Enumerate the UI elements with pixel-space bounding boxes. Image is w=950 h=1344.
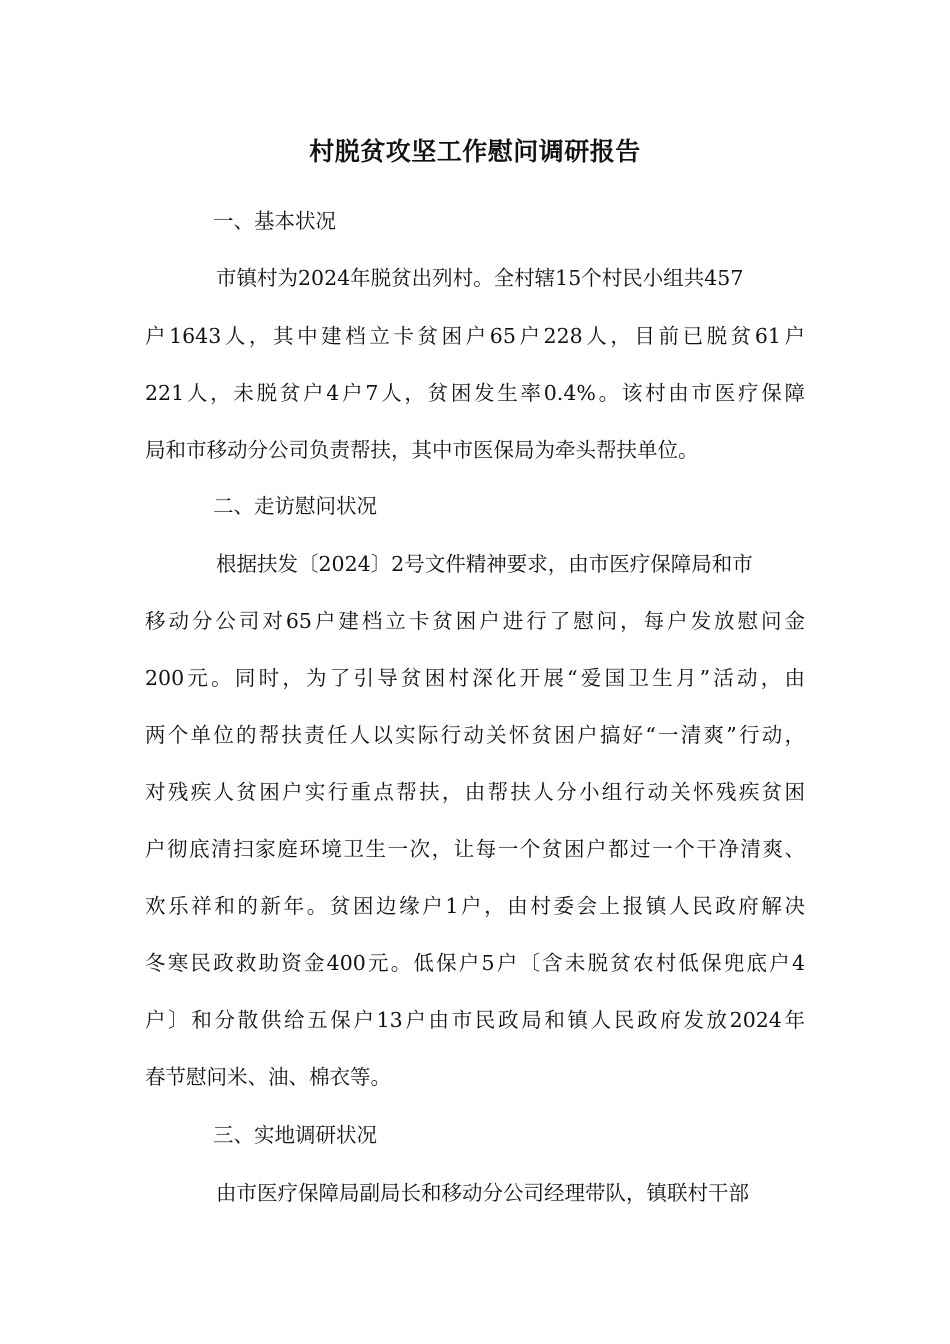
paragraph-line: 户〕和分散供给五保户13户由市民政局和镇人民政府发放2024年 [145, 1008, 805, 1032]
section-heading-field-research: 三、实地调研状况 [213, 1123, 377, 1147]
paragraph-line: 由市医疗保障局副局长和移动分公司经理带队，镇联村干部 [216, 1181, 749, 1205]
paragraph-line: 两个单位的帮扶责任人以实际行动关怀贫困户搞好“一清爽”行动， [145, 723, 805, 747]
paragraph-line: 欢乐祥和的新年。贫困边缘户1户，由村委会上报镇人民政府解决 [145, 894, 805, 918]
paragraph-line: 221人，未脱贫户4户7人，贫困发生率0.4%。该村由市医疗保障 [145, 381, 805, 405]
paragraph-line: 户1643人，其中建档立卡贫困户65户228人，目前已脱贫61户 [145, 324, 805, 348]
paragraph-line: 户彻底清扫家庭环境卫生一次，让每一个贫困户都过一个干净清爽、 [145, 837, 805, 861]
paragraph-line: 局和市移动分公司负责帮扶，其中市医保局为牵头帮扶单位。 [145, 438, 699, 462]
paragraph-line: 冬寒民政救助资金400元。低保户5户〔含未脱贫农村低保兜底户4 [145, 951, 805, 975]
paragraph-line: 200元。同时，为了引导贫困村深化开展“爱国卫生月”活动，由 [145, 666, 805, 690]
section-heading-visit-situation: 二、走访慰问状况 [213, 494, 377, 518]
paragraph-line: 对残疾人贫困户实行重点帮扶，由帮扶人分小组行动关怀残疾贫困 [145, 780, 805, 804]
paragraph-line: 根据扶发〔2024〕2号文件精神要求，由市医疗保障局和市 [216, 552, 753, 576]
section-heading-basic-situation: 一、基本状况 [213, 209, 336, 233]
paragraph-line: 市镇村为2024年脱贫出列村。全村辖15个村民小组共457 [216, 266, 744, 290]
paragraph-line: 移动分公司对65户建档立卡贫困户进行了慰问，每户发放慰问金 [145, 609, 805, 633]
paragraph-line: 春节慰问米、油、棉衣等。 [145, 1065, 391, 1089]
document-title: 村脱贫攻坚工作慰问调研报告 [309, 137, 641, 166]
